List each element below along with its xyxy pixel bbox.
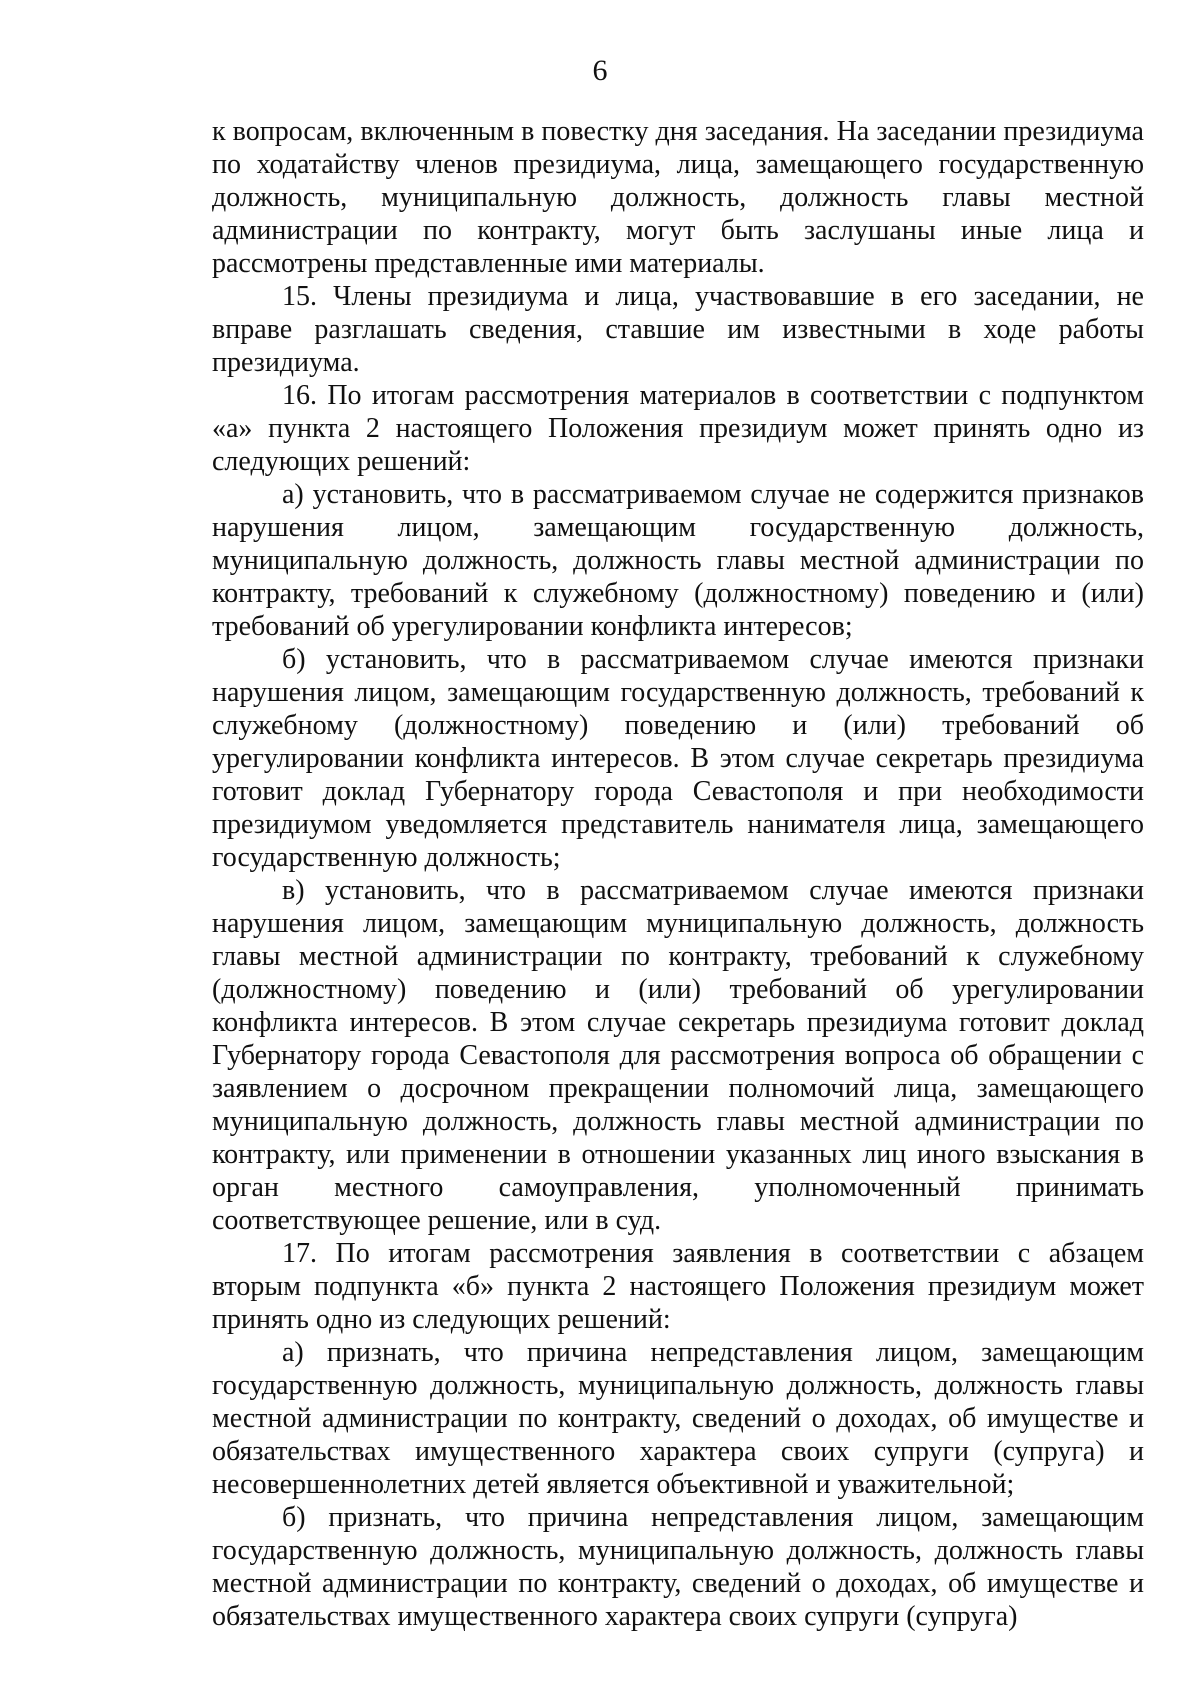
paragraph-item-16-b: б) установить, что в рассматриваемом случае имеются признаки нарушения лицом, замещающим государственную должность, требований к служебному (должностному) поведению и (или) требований об урегулировании конфликта интересов. В этом случае секретарь президиума готовит доклад Губернатору города Севастополя и при необходимости президиумом уведомляется представитель нанимателя лица, замещающего государственную должность; <box>212 644 1144 873</box>
page-number: 6 <box>592 54 608 87</box>
paragraph-item-17-a: а) признать, что причина непредставления лицом, замещающим государственную должность, муниципальную должность, должность главы местной администрации по контракту, сведений о доходах, об имуществе и обязательствах имущественного характера своих супруги (супруга) и несовершеннолетних детей является объективной и уважительной; <box>212 1337 1144 1500</box>
paragraph-item-16-v: в) установить, что в рассматриваемом случае имеются признаки нарушения лицом, замещающим муниципальную должность, должность главы местной администрации по контракту, требований к служебному (должностному) поведению и (или) требований об урегулировании конфликта интересов. В этом случае секретарь президиума готовит доклад Губернатору города Севастополя для рассмотрения вопроса об обращении с заявлением о досрочном прекращении полномочий лица, замещающего муниципальную должность, должность главы местной администрации по контракту, или применении в отношении указанных лиц иного взыскания в орган местного самоуправления, уполномоченный принимать соответствующее решение, или в суд. <box>212 875 1144 1236</box>
paragraph-item-16-a: а) установить, что в рассматриваемом случае не содержится признаков нарушения лицом, замещающим государственную должность, муниципальную должность, должность главы местной администрации по контракту, требований к служебному (должностному) поведению и (или) требований об урегулировании конфликта интересов; <box>212 479 1144 642</box>
paragraph-continuation: к вопросам, включенным в повестку дня заседания. На заседании президиума по ходатайству членов президиума, лица, замещающего государственную должность, муниципальную должность, должность главы местной администрации по контракту, могут быть заслушаны иные лица и рассмотрены представленные ими материалы. <box>212 116 1144 279</box>
document-body <box>212 115 1144 1633</box>
paragraph-item-17: 17. По итогам рассмотрения заявления в соответствии с абзацем вторым подпункта «б» пункта 2 настоящего Положения президиум может принять одно из следующих решений: <box>212 1238 1144 1335</box>
paragraph-item-17-b: б) признать, что причина непредставления лицом, замещающим государственную должность, муниципальную должность, должность главы местной администрации по контракту, сведений о доходах, об имуществе и обязательствах имущественного характера своих супруги (супруга) <box>212 1502 1144 1632</box>
paragraph-item-15: 15. Члены президиума и лица, участвовавшие в его заседании, не вправе разглашать сведения, ставшие им известными в ходе работы президиума. <box>212 281 1144 378</box>
paragraph-item-16: 16. По итогам рассмотрения материалов в соответствии с подпунктом «а» пункта 2 настоящего Положения президиум может принять одно из следующих решений: <box>212 380 1144 477</box>
